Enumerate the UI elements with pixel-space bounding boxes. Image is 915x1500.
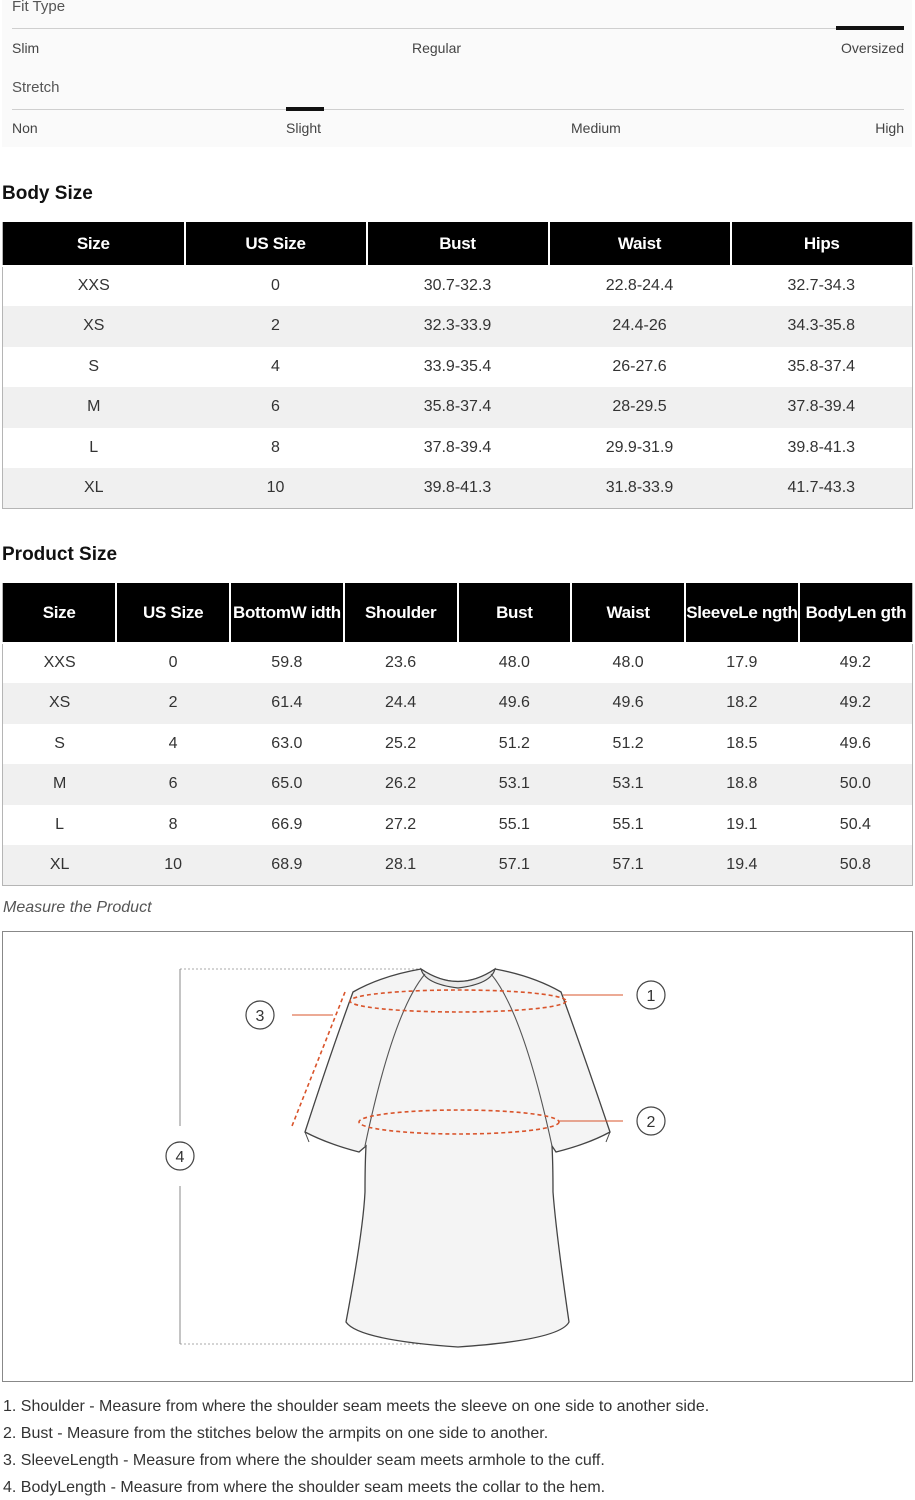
table-cell: 10 — [185, 468, 367, 509]
table-cell: 51.2 — [571, 724, 685, 765]
table-cell: 39.8-41.3 — [731, 428, 913, 469]
table-cell: 51.2 — [458, 724, 572, 765]
table-cell: 29.9-31.9 — [549, 428, 731, 469]
table-cell: 49.2 — [799, 683, 913, 724]
table-cell: 50.8 — [799, 845, 913, 886]
table-cell: 35.8-37.4 — [367, 387, 549, 428]
table-cell: 17.9 — [685, 643, 799, 684]
product-size-table — [2, 580, 913, 886]
table-cell: 18.2 — [685, 683, 799, 724]
table-header-row — [3, 221, 913, 266]
product-size-title: Product Size — [2, 544, 118, 565]
table-cell: 61.4 — [230, 683, 344, 724]
table-cell: XXS — [3, 266, 185, 307]
table-row — [3, 845, 913, 886]
table-cell: 66.9 — [230, 805, 344, 846]
table-cell: 4 — [185, 347, 367, 388]
column-header: Size — [3, 221, 185, 266]
callout-4 — [166, 1142, 194, 1170]
measure-caption: Measure the Product — [3, 899, 152, 916]
table-cell: 30.7-32.3 — [367, 266, 549, 307]
table-cell: S — [3, 724, 117, 765]
table-row — [3, 428, 913, 469]
table-cell: 24.4 — [344, 683, 458, 724]
table-cell: 50.0 — [799, 764, 913, 805]
table-header-row — [3, 582, 913, 643]
table-cell: 28.1 — [344, 845, 458, 886]
table-cell: 55.1 — [571, 805, 685, 846]
table-cell: XL — [3, 845, 117, 886]
stretch-marker — [286, 107, 324, 111]
table-cell: 31.8-33.9 — [549, 468, 731, 509]
note-bust: 2. Bust - Measure from the stitches below the armpits on one side to another. — [3, 1425, 549, 1442]
table-cell: 23.6 — [344, 643, 458, 684]
table-cell: 19.4 — [685, 845, 799, 886]
stretch-label: Stretch — [12, 79, 60, 96]
table-cell: 53.1 — [458, 764, 572, 805]
table-cell: 10 — [116, 845, 230, 886]
table-cell: 6 — [116, 764, 230, 805]
table-cell: 28-29.5 — [549, 387, 731, 428]
callout-1-label: 1 — [646, 988, 656, 1005]
column-header: Shoulder — [344, 582, 458, 643]
table-cell: 2 — [116, 683, 230, 724]
body-size-title: Body Size — [2, 183, 93, 204]
table-row — [3, 724, 913, 765]
table-cell: 34.3-35.8 — [731, 306, 913, 347]
table-cell: 4 — [116, 724, 230, 765]
table-cell: 48.0 — [571, 643, 685, 684]
table-row — [3, 347, 913, 388]
table-cell: 57.1 — [571, 845, 685, 886]
table-cell: 26.2 — [344, 764, 458, 805]
table-cell: 0 — [116, 643, 230, 684]
table-cell: 41.7-43.3 — [731, 468, 913, 509]
note-shoulder: 1. Shoulder - Measure from where the shoulder seam meets the sleeve on one side to another side. — [3, 1398, 710, 1415]
table-row — [3, 643, 913, 684]
table-cell: 50.4 — [799, 805, 913, 846]
table-cell: 48.0 — [458, 643, 572, 684]
column-header: Bust — [367, 221, 549, 266]
table-cell: 57.1 — [458, 845, 572, 886]
column-header: Size — [3, 582, 117, 643]
column-header: SleeveLe ngth — [685, 582, 799, 643]
callout-3-label: 3 — [255, 1008, 265, 1025]
table-cell: 33.9-35.4 — [367, 347, 549, 388]
table-cell: 32.7-34.3 — [731, 266, 913, 307]
table-cell: 63.0 — [230, 724, 344, 765]
table-cell: 18.5 — [685, 724, 799, 765]
table-cell: XS — [3, 683, 117, 724]
table-cell: 27.2 — [344, 805, 458, 846]
table-cell: 65.0 — [230, 764, 344, 805]
fit-option-oversized: Oversized — [840, 40, 904, 56]
fit-type-marker — [836, 26, 904, 30]
table-cell: 53.1 — [571, 764, 685, 805]
column-header: Hips — [731, 221, 913, 266]
table-cell: 25.2 — [344, 724, 458, 765]
table-cell: 2 — [185, 306, 367, 347]
table-cell: 0 — [185, 266, 367, 307]
stretch-track — [12, 109, 904, 110]
fit-option-slim: Slim — [12, 40, 40, 56]
table-cell: 18.8 — [685, 764, 799, 805]
table-cell: 59.8 — [230, 643, 344, 684]
table-cell: S — [3, 347, 185, 388]
callout-3 — [246, 1001, 274, 1029]
callout-2-label: 2 — [646, 1114, 656, 1131]
table-cell: 49.6 — [458, 683, 572, 724]
column-header: Waist — [549, 221, 731, 266]
table-cell: M — [3, 764, 117, 805]
table-cell: 37.8-39.4 — [731, 387, 913, 428]
table-row — [3, 764, 913, 805]
column-header: US Size — [185, 221, 367, 266]
table-cell: 8 — [116, 805, 230, 846]
tshirt-outline — [305, 969, 610, 1347]
fit-option-regular: Regular — [412, 40, 462, 56]
table-row — [3, 805, 913, 846]
table-cell: 26-27.6 — [549, 347, 731, 388]
fit-panel — [2, 0, 912, 147]
stretch-option-slight: Slight — [286, 120, 322, 136]
table-cell: 22.8-24.4 — [549, 266, 731, 307]
callout-4-label: 4 — [175, 1149, 185, 1166]
table-row — [3, 266, 913, 307]
column-header: BottomW idth — [230, 582, 344, 643]
note-sleeve-length: 3. SleeveLength - Measure from where the shoulder seam meets armhole to the cuff. — [3, 1452, 605, 1469]
table-cell: 49.6 — [571, 683, 685, 724]
fit-type-track — [12, 28, 904, 29]
table-cell: 55.1 — [458, 805, 572, 846]
callout-2 — [637, 1107, 665, 1135]
stretch-option-medium: Medium — [571, 120, 621, 136]
column-header: Bust — [458, 582, 572, 643]
table-cell: XL — [3, 468, 185, 509]
table-cell: 35.8-37.4 — [731, 347, 913, 388]
table-cell: 8 — [185, 428, 367, 469]
table-cell: 24.4-26 — [549, 306, 731, 347]
column-header: BodyLen gth — [799, 582, 913, 643]
table-cell: 37.8-39.4 — [367, 428, 549, 469]
table-cell: 32.3-33.9 — [367, 306, 549, 347]
measurement-notes — [3, 1397, 709, 1500]
table-cell: M — [3, 387, 185, 428]
table-cell: 49.6 — [799, 724, 913, 765]
table-cell: 68.9 — [230, 845, 344, 886]
table-cell: 6 — [185, 387, 367, 428]
stretch-option-high: High — [875, 120, 904, 136]
table-cell: L — [3, 428, 185, 469]
callout-1 — [637, 981, 665, 1009]
table-cell: 49.2 — [799, 643, 913, 684]
table-cell: L — [3, 805, 117, 846]
stretch-option-non: Non — [12, 120, 38, 136]
column-header: Waist — [571, 582, 685, 643]
table-cell: 19.1 — [685, 805, 799, 846]
table-cell: XS — [3, 306, 185, 347]
note-body-length: 4. BodyLength - Measure from where the shoulder seam meets the collar to the hem. — [3, 1479, 606, 1496]
table-row — [3, 306, 913, 347]
table-row — [3, 468, 913, 509]
table-row — [3, 683, 913, 724]
tshirt-diagram — [3, 932, 912, 1381]
table-cell: XXS — [3, 643, 117, 684]
column-header: US Size — [116, 582, 230, 643]
body-size-table — [2, 219, 913, 509]
table-cell: 39.8-41.3 — [367, 468, 549, 509]
measurement-diagram — [2, 931, 913, 1382]
table-row — [3, 387, 913, 428]
fit-type-label: Fit Type — [12, 0, 66, 15]
